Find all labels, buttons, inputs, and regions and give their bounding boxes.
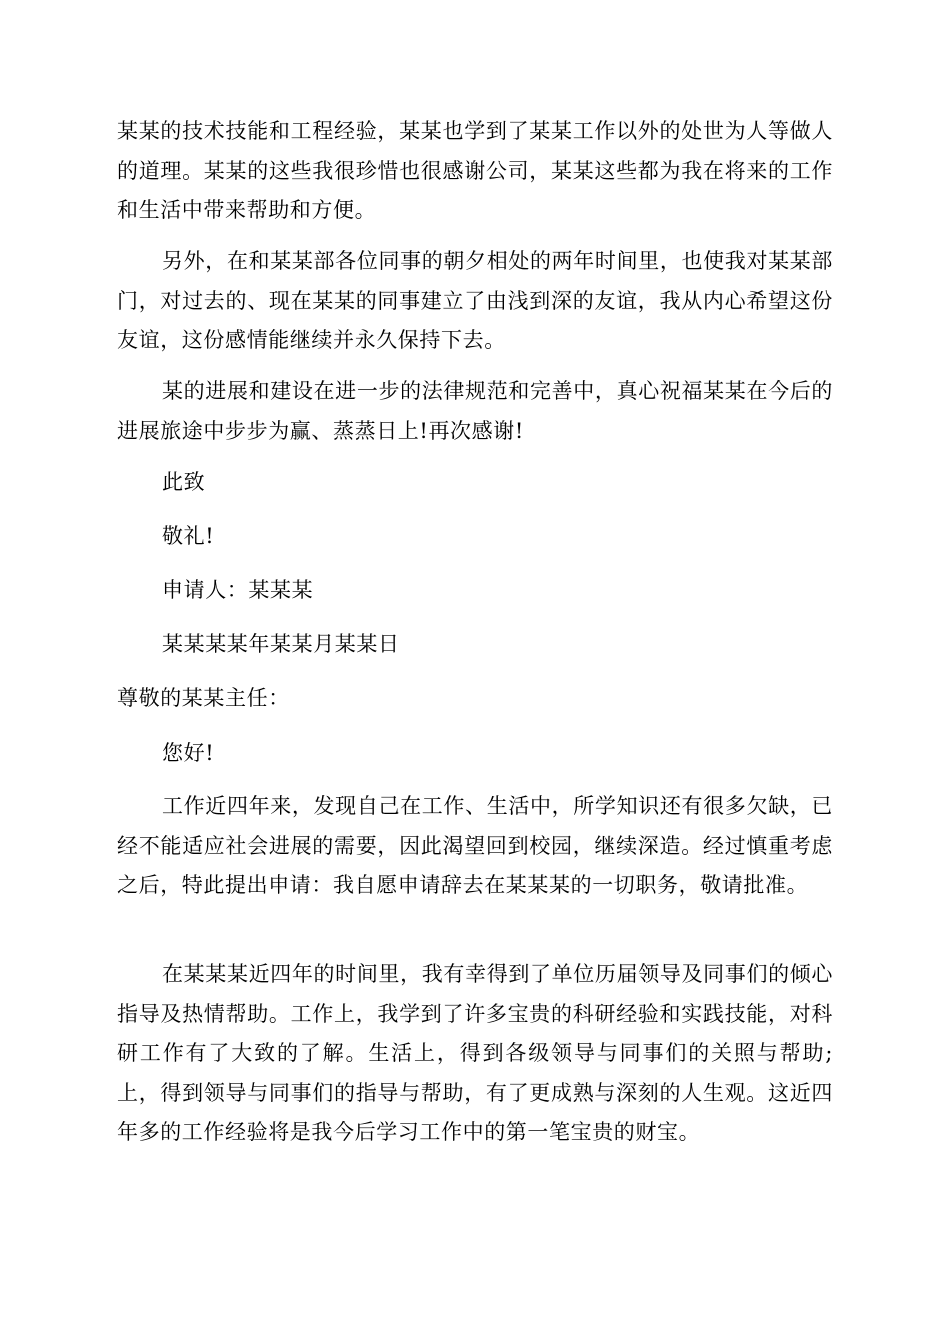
closing-salutation: 此致	[162, 470, 206, 494]
paragraph-friendship: 另外，在和某某部各位同事的朝夕相处的两年时间里，也使我对某某部门，对过去的、现在某某的同事建立了由浅到深的友谊，我从内心希望这份友谊，这份感情能继续并永久保持下去。	[117, 249, 833, 352]
paragraph-blessing: 某的进展和建设在进一步的法律规范和完善中，真心祝福某某在今后的进展旅途中步步为赢、蒸蒸日上!再次感谢!	[117, 379, 833, 443]
paragraph-resignation-request: 工作近四年来，发现自己在工作、生活中，所学知识还有很多欠缺，已经不能适应社会进展的需要，因此渴望回到校园，继续深造。经过慎重考虑之后，特此提出申请：我自愿申请辞去在某某某的一切职务，敬请批准。	[117, 794, 833, 897]
applicant-signature: 申请人：某某某	[162, 578, 314, 602]
paragraph-continuation: 某某的技术技能和工程经验，某某也学到了某某工作以外的处世为人等做人的道理。某某的这些我很珍惜也很感谢公司，某某这些都为我在将来的工作和生活中带来帮助和方便。	[117, 119, 833, 222]
closing-respect: 敬礼!	[162, 524, 215, 548]
letter-greeting-hello: 您好!	[162, 741, 215, 765]
letter-date: 某某某某年某某月某某日	[162, 632, 400, 656]
paragraph-gratitude: 在某某某近四年的时间里，我有幸得到了单位历届领导及同事们的倾心指导及热情帮助。工作上，我学到了许多宝贵的科研经验和实践技能，对科研工作有了大致的了解。生活上，得到各级领导与同事们的关照与帮助;上，得到领导与同事们的指导与帮助，有了更成熟与深刻的人生观。这近四年多的工作经验将是我今后学习工作中的第一笔宝贵的财宝。	[117, 962, 833, 1144]
letter-greeting-recipient: 尊敬的某某主任：	[117, 686, 290, 710]
